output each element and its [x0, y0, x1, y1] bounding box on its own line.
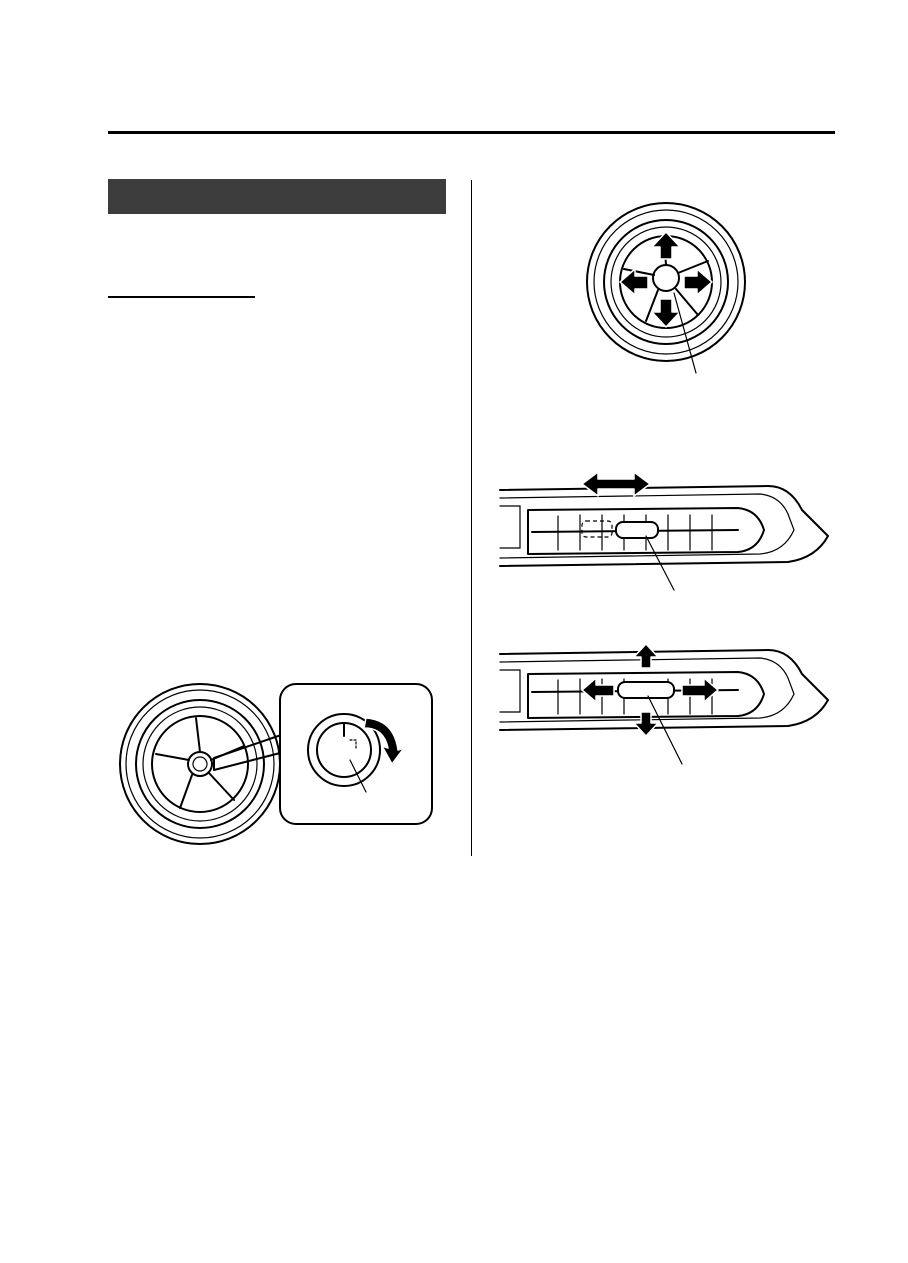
- figure-round-vent-directions: [586, 203, 756, 388]
- header-rule: [108, 131, 835, 134]
- slim-vent-illustration: [500, 486, 828, 590]
- slim-vent-illustration: [500, 650, 828, 764]
- knob-inset-frame: [280, 684, 432, 824]
- slider-leader-line: [648, 696, 682, 764]
- arrow-down-icon: [652, 299, 680, 327]
- figure-slim-vent-slide: [498, 470, 838, 595]
- arrow-left-icon: [582, 678, 614, 702]
- arrow-right-icon: [684, 269, 712, 295]
- subheading-underline: [108, 296, 255, 298]
- arrow-up-icon: [634, 644, 658, 668]
- figure-vent-knob: [112, 680, 442, 860]
- arrow-left-right-icon: [582, 472, 650, 496]
- figure-slim-vent-directions: [498, 640, 838, 768]
- section-heading-bar: [108, 179, 446, 214]
- section-heading: [108, 188, 118, 205]
- round-vent-illustration: [120, 684, 280, 844]
- arrow-down-icon: [634, 712, 658, 736]
- round-vent-illustration: [587, 203, 745, 361]
- column-divider: [471, 180, 472, 856]
